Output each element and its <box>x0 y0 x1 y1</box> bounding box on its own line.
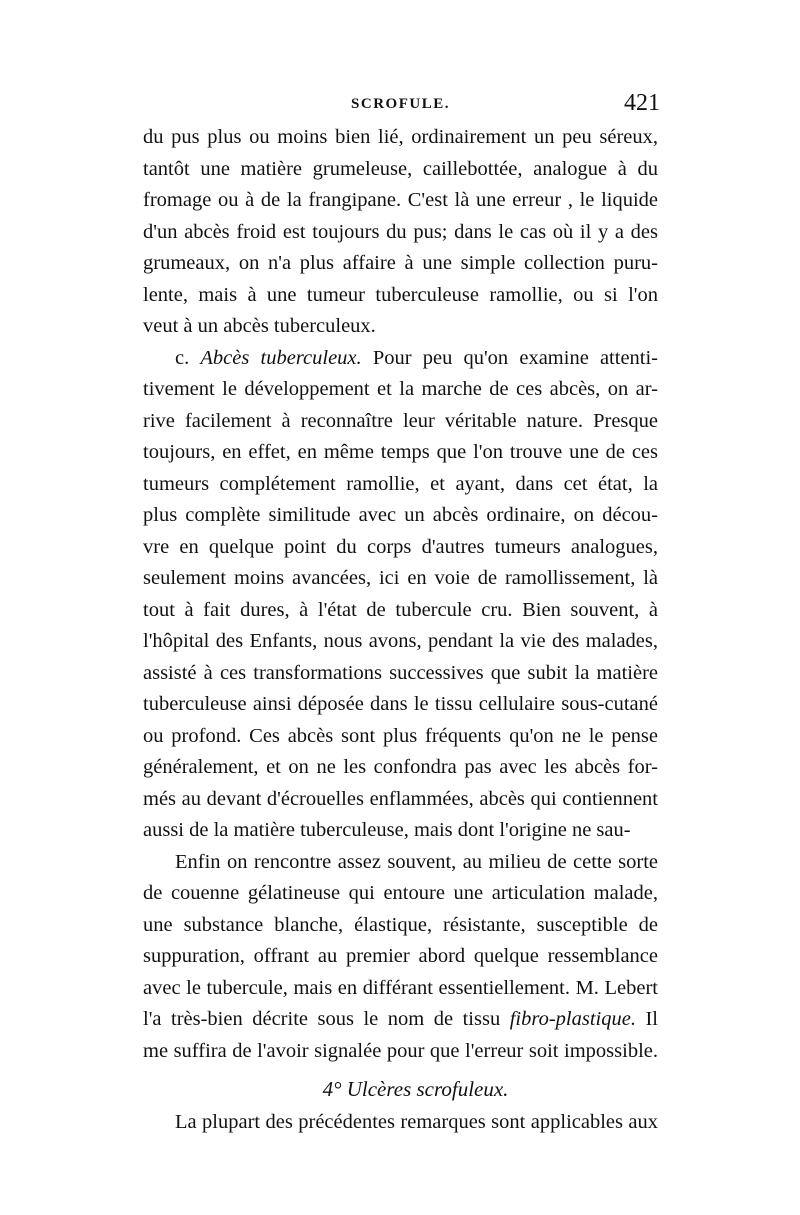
page-number: 421 <box>624 90 660 116</box>
text-line: grumeaux, on n'a plus affaire à une simple collection puru- <box>143 252 658 274</box>
text-line: rive facilement à reconnaître leur véritable nature. Presque <box>143 409 658 432</box>
text-line: tantôt une matière grumeleuse, caillebottée, analogue à du <box>143 157 658 180</box>
book-page <box>143 92 658 1139</box>
text-line: La plupart des précédentes remarques sont applicables aux <box>175 1111 658 1133</box>
paragraph-3 <box>143 847 658 1068</box>
running-title: SCROFULE. <box>351 96 450 112</box>
text-line: suppuration, offrant au premier abord quelque ressemblance <box>143 945 658 967</box>
section-heading: 4° Ulcères scrofuleux. <box>322 1077 509 1101</box>
text-line: plus complète similitude avec un abcès ordinaire, on décou- <box>143 504 658 526</box>
text-fragment: Pour peu qu'on examine attenti- <box>372 346 659 369</box>
text-line: l'hôpital des Enfants, nous avons, pendant la vie des malades, <box>143 630 658 652</box>
running-head <box>143 92 658 122</box>
text-line: généralement, et on ne les confondra pas avec les abcès for- <box>143 756 658 778</box>
text-line: Enfin on rencontre assez souvent, au milieu de cette sorte <box>175 850 658 873</box>
text-line: vre en quelque point du corps d'autres tumeurs analogues, <box>143 535 658 558</box>
text-line: avec le tubercule, mais en différant essentiellement. M. Lebert <box>143 976 658 999</box>
text-line: du pus plus ou moins bien lié, ordinairement un peu séreux, <box>143 126 658 148</box>
text-line: d'un abcès froid est toujours du pus; dans le cas où il y a des <box>143 220 658 243</box>
text-fragment: l'a très-bien décrite sous le nom de tissu <box>143 1008 501 1030</box>
text-line: veut à un abcès tuberculeux. <box>143 315 376 337</box>
paragraph-2 <box>143 343 658 847</box>
text-line: toujours, en effet, en même temps que l'on trouve une de ces <box>143 441 658 463</box>
italic-term: fibro-plastique. <box>509 1008 636 1030</box>
text-line: tout à fait dures, à l'état de tubercule cru. Bien souvent, à <box>143 598 658 621</box>
text-line: de couenne gélatineuse qui entoure une articulation malade, <box>143 882 658 904</box>
section-title: Abcès tuberculeux. <box>200 346 362 369</box>
text-line: lente, mais à une tumeur tuberculeuse ramollie, ou si l'on <box>143 283 658 306</box>
text-line: ou profond. Ces abcès sont plus fréquents qu'on ne le pense <box>143 724 658 747</box>
text-line: me suffira de l'avoir signalée pour que l'erreur soit impossible. <box>143 1039 658 1062</box>
paragraph-1 <box>143 122 658 343</box>
text-line: tumeurs complétement ramollie, et ayant, dans cet état, la <box>143 472 658 495</box>
text-line: aussi de la matière tuberculeuse, mais dont l'origine ne sau- <box>143 819 631 841</box>
text-line: fromage ou à de la frangipane. C'est là une erreur , le liquide <box>143 189 658 211</box>
text-fragment: Il <box>645 1008 658 1030</box>
section-label: c. <box>175 346 190 369</box>
text-line: més au devant d'écrouelles enflammées, abcès qui contiennent <box>143 787 658 810</box>
text-line: seulement moins avancées, ici en voie de ramollissement, là <box>143 567 658 589</box>
text-line <box>143 1004 658 1036</box>
text-line: tuberculeuse ainsi déposée dans le tissu cellulaire sous-cutané <box>143 693 658 715</box>
text-line: assisté à ces transformations successives que subit la matière <box>143 661 658 684</box>
text-line: tivement le développement et la marche de ces abcès, on ar- <box>143 378 658 400</box>
text-line: une substance blanche, élastique, résistante, susceptible de <box>143 913 658 936</box>
text-line <box>143 343 658 375</box>
